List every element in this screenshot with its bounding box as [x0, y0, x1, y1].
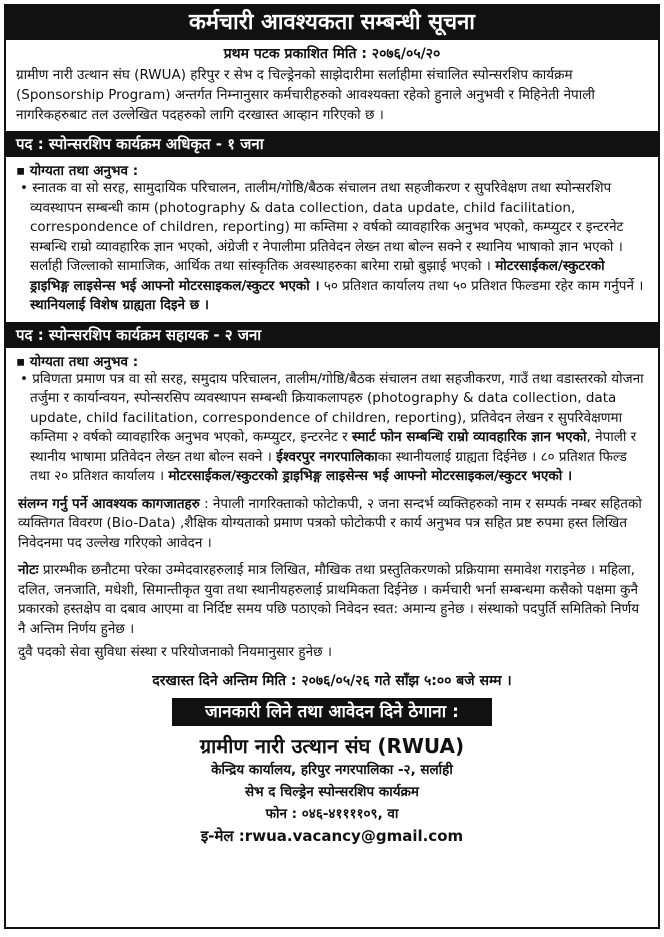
deadline-text: दरखास्त दिने अन्तिम मिति : २०७६/०५/२६ गते साँझ ५:०० बजे सम्म ।: [152, 672, 512, 689]
post2-header: पद : स्पोन्सरशिप कार्यक्रम सहायक - २ जना: [6, 322, 658, 348]
post2-qualification-label: ▪ योग्यता तथा अनुभव :: [16, 353, 139, 370]
contact-header: जानकारी लिने तथा आवेदन दिने ठेगाना :: [172, 698, 492, 726]
notice-title: कर्मचारी आवश्यकता सम्बन्धी सूचना: [6, 6, 658, 40]
publish-date: प्रथम पटक प्रकाशित मिति : २०७६/०५/२०: [223, 46, 441, 62]
note-text: प्रारम्भीक छनौटमा परेका उम्मेदवारहरुलाई मात्र लिखित, मौखिक तथा प्रस्तुतिकरणको प्रक्रियामा समावेश गराइनेछ । महिला, दलित, जनजाति, मधेशी, सिमान्तीकृत युवा तथा स्थानीयहरुलाई प्राथमिकता दिईनेछ । कर्मचारी भर्ना सम्बन्धमा कसैको पक्षमा कुनै प्रकारको हस्तक्षेप वा दबाव आएमा वा निर्दिष्ट समय पछि पठाएको निवेदन स्वत: अमान्य हुनेछ । संस्थाको पदपुर्ति समितिको निर्णय नै अन्तिम निर्णय हुनेछ ।: [18, 562, 640, 637]
post2-smartphone-requirement: स्मार्ट फोन सम्बन्धि राम्रो व्यावहारिक ज्ञान भएको: [351, 429, 587, 445]
note-label: नोटः: [18, 562, 39, 578]
program-name: सेभ द चिल्ड्रेन स्पोन्सरशिप कार्यक्रम: [244, 783, 419, 800]
intro-paragraph: ग्रामीण नारी उत्थान संघ (RWUA) हरिपुर र सेभ द चिल्ड्रेनको साझेदारीमा सर्लाहीमा संचालित स्पोन्सरशिप कार्यक्रम (Sponsorship Program) अन्तर्गत निम्नानुसार कर्मचारीहरुको आवश्यक्ता रहेको हुनाले अनुभवी र मिहिनेती नेपाली नागरिकहरुबाट तल उल्लेखित पदहरुको लागि दरखास्त आव्हान गरिएको छ ।: [16, 67, 595, 123]
post2-text3: का स्थानीयलाई ग्राह्यता दिईनेछ । ८० प्रतिशत फिल्ड तथा २० प्रतिशत कार्यालय ।: [30, 448, 627, 484]
organization-name: ग्रामीण नारी उत्थान संघ (RWUA): [199, 733, 465, 758]
post2-municipality: ईश्वरपुर नगरपालिका: [276, 448, 378, 465]
phone-number: फोन : ०४६-४११११०९, वा: [265, 805, 399, 822]
post1-qualification-label: ▪ योग्यता तथा अनुभव :: [16, 163, 139, 179]
post2-license-requirement: मोटरसाईकल/स्कुटरको ड्राइभिङ्ग लाइसेन्स भई आफ्नो मोटरसाइकल/स्कुटर भएको ।: [168, 468, 573, 484]
documents-label: संलग्न गर्नु पर्ने आवश्यक कागजातहरु: [18, 495, 200, 512]
office-address: केन्द्रिय कार्यालय, हरिपुर नगरपालिका -२, सर्लाही: [211, 761, 453, 778]
post1-qualification-text: [6, 179, 658, 316]
post2-text2: , नेपाली र स्थानीय भाषामा प्रतिवेदन लेख्न तथा बोल्न सक्ने ।: [30, 429, 637, 465]
documents-paragraph: [6, 495, 658, 554]
notice-page: [4, 4, 660, 929]
post1-license-requirement: मोटरसाईकल/स्कुटरको ड्राइभिङ्ग लाइसेन्स भई आफ्नो मोटरसाइकल/स्कुटर भएको ।: [30, 258, 605, 294]
email-address[interactable]: इ-मेल :rwua.vacancy@gmail.com: [200, 826, 464, 845]
documents-text: : नेपाली नागरिक्ताको फोटोकपी, २ जना सन्दर्भ व्यक्तिहरुको नाम र सम्पर्क नम्बर सहितको व्यक्तिगत विवरण (Bio-Data) ,शैक्षिक योग्यताको प्रमाण पत्रको फोटोकपी र कार्य अनुभव पत्र सहित प्रष्ट रुपमा हस्त लिखित निवेदनमा पद उल्लेख गरिएको आवेदन ।: [18, 495, 642, 551]
note-paragraph: [6, 561, 658, 639]
post2-qualification-text: [6, 370, 658, 487]
post1-text: • स्नातक वा सो सरह, सामुदायिक परिचालन, तालीम/गोष्ठि/बैठक संचालन तथा सहजीकरण र सुपरिवेक्षण तथा स्पोन्सरशिप व्यवस्थापन सम्बन्धी काम (photography & data collection, data update, child facilitation, correspondence of children, reporting) मा कम्तिमा २ वर्षको व्यावहारिक अनुभव भएको, कम्प्युटर र इन्टरनेट सम्बन्धि राम्रो व्यावहारिक ज्ञान भएको, अंग्रेजी र नेपालीमा प्रतिवेदन लेख्न तथा बोल्न सक्ने र स्थानिय भाषाको ज्ञान भएको । सर्लाही जिल्लाको सामाजिक, आर्थिक तथा सांस्कृतिक अवस्थाहरुका बारेमा राम्रो बुझाई भएको ।: [20, 180, 624, 274]
post2-text: • प्रविणता प्रमाण पत्र वा सो सरह, समुदाय परिचालन, तालीम/गोष्ठि/बैठक संचालन तथा सहजीकरण, गाउँ तथा वडास्तरको योजना तर्जुमा र कार्यान्वयन, स्पोन्सरसिप व्यवस्थापन सम्बन्धी क्रियाकलापहरु (photography & data collection, data update, child facilitation, correspondence of children, reporting), प्रतिवेदन लेखन र सुपरिवेक्षणमा कम्तिमा २ वर्षको व्यावहारिक अनुभव भएको, कम्प्युटर, इन्टरनेट र: [20, 370, 644, 445]
post1-text2: ५० प्रतिशत कार्यालय तथा ५० प्रतिशत फिल्डमा रहेर काम गर्नुपर्ने ।: [319, 277, 644, 294]
facility-text: दुवै पदको सेवा सुविधा संस्था र परियोजनाको नियमानुसार हुनेछ ।: [18, 644, 332, 660]
post1-local-priority: स्थानियलाई विशेष ग्राह्यता दिइने छ ।: [30, 297, 209, 313]
post1-header: पद : स्पोन्सरशिप कार्यक्रम अधिकृत - १ जना: [6, 131, 658, 157]
